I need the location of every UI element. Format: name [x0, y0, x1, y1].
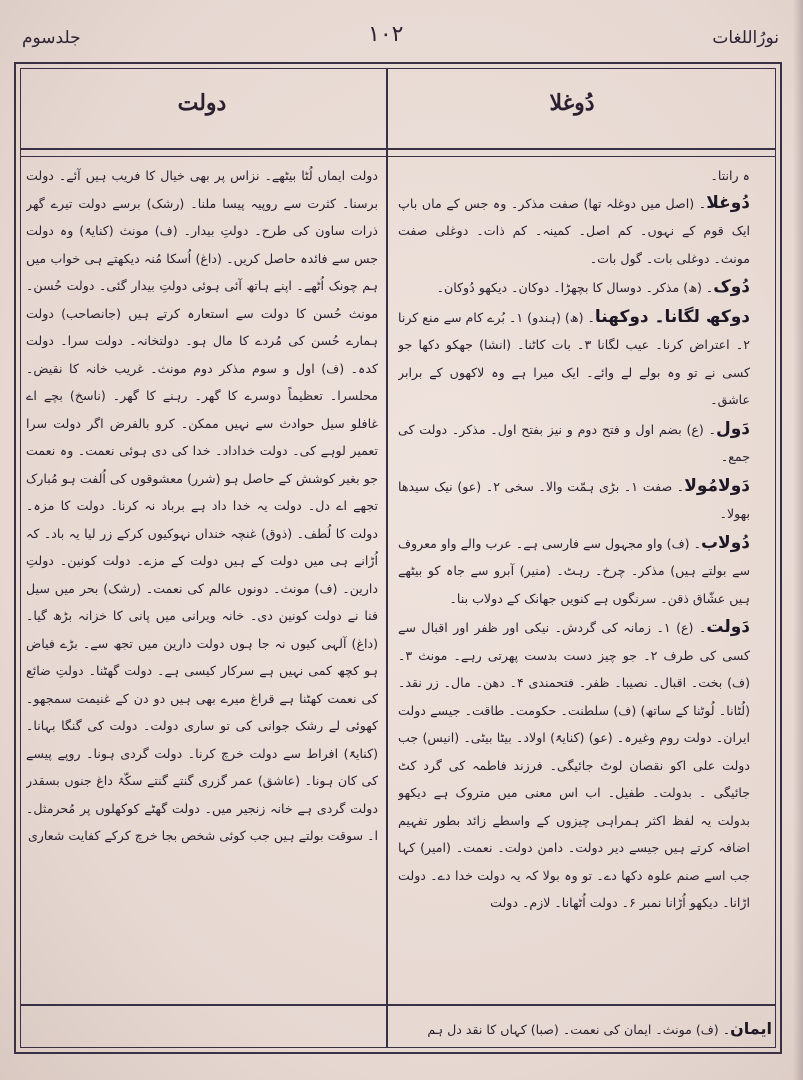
entry-definition: ۔ (ف) واو مجہول سے فارسی ہے۔ عرب والے واو معروف سے بولتے ہیں) مذکر۔ چرخ۔ رہٹ۔ (منیر) آبرو سے جاہ کو بیٹھے ہیں عشّاق ذقن۔ سرنگوں ہے کنویں جھانک کے دولاب بنا۔ [398, 535, 750, 606]
continuation-text: ہ رانتا۔ [710, 168, 750, 183]
footer-headword: ایمان [730, 1019, 772, 1038]
running-head-title: نورُاللغات [712, 28, 779, 48]
volume-label: جلدسوم [22, 28, 81, 48]
entry-definition: ۔ (ع) ۱۔ زمانہ کی گردش۔ نیکی اور ظفر اور اقبال سے کسی کی طرف ۲۔ جو چیز دست بدست پھرتی رہے۔ مونث ۳۔ (ف) بخت۔ اقبال۔ نصیبا۔ ظفر۔ فتحمندی ۴۔ دھن۔ مال۔ زر نقد۔ (لُٹانا۔ لُوٹنا کے ساتھ) (ف) سلطنت۔ حکومت۔ طاقت۔ جیسے دولت ایران۔ دولت روم وغیرہ۔ (عو) (کنایۃً) اولاد۔ بیٹا بیٹی۔ (انیس) جب دولت علی اکو نقصان لوٹ جائیگی۔ فرزند فاطمہ کی گرد کٹ جائیگی ۔ بدولت۔ طفیل۔ اب اس معنی میں متروک ہے دیکھو بدولت یہ لفظ اکثر ہمراہی چیزوں کے واسطے زائد بطور تفہیم اضافہ کرتے ہیں جیسے دیر دولت۔ دامن دولت۔ نعمت۔ (امیر) کہا جب اسے صنم علوہ دکھا دے۔ تو وہ بولا کہ یہ دولت خدا دے۔ دولت اڑانا۔ دیکھو اُڑانا نمبر ۶۔ دولت اُٹھانا۔ لازم۔ دولت [398, 620, 750, 910]
dictionary-entry [398, 530, 750, 613]
entry-headword: دُولاب [700, 532, 750, 553]
left-column [26, 162, 378, 1008]
running-head [0, 22, 803, 56]
footer-entry [422, 1014, 772, 1044]
dictionary-entry [398, 274, 750, 302]
right-column [398, 162, 750, 1008]
dictionary-entry [398, 304, 750, 414]
entry-definition: ۔ (ھ) (ہندو) ۱۔ بُرے کام سے منع کرنا ۲۔ اعتراض کرنا۔ عیب لگانا ۳۔ بات کاٹنا۔ (انشا) جھکو دکھا جو کسی نے تو وہ بولے لے وائے۔ ایک میرا ہے وہ لاکھوں کے برابر عاشق۔ [398, 309, 750, 407]
dictionary-entry [398, 416, 750, 471]
dictionary-entry [398, 190, 750, 273]
column-divider [386, 68, 388, 1048]
footer-definition: ۔ (ف) مونث۔ ایمان کی نعمت۔ (صبا) کہاں کا نقد دل ہم [427, 1022, 731, 1037]
header-rule [20, 148, 776, 150]
entry-definition: ۔ صفت ۱۔ بڑی ہمّت والا۔ سخی ۲۔ (عو) نیک سیدھا بھولا۔ [398, 478, 750, 521]
entry-headword: دَول [715, 418, 750, 439]
page-edge-shadow [793, 0, 803, 1080]
entry-headword: دَولت [706, 617, 750, 637]
dictionary-entry [398, 473, 750, 528]
dictionary-entry [26, 162, 378, 850]
right-column-title: دُوغلا [549, 90, 595, 116]
entry-headword: دُوغلا [706, 192, 750, 213]
entry-headword: دوکھ لگانا۔ دوکھنا [594, 306, 750, 327]
header-rule-thin [20, 156, 776, 157]
left-column-title: دولت [177, 90, 227, 116]
entry-definition: ۔ (اصل میں دوغلہ تھا) صفت مذکر۔ وہ جس کے ماں باپ ایک قوم کے نہوں۔ کم اصل۔ کمینہ۔ کم ذات۔ دوغلی صفت مونث۔ دوغلی بات۔ گول بات۔ [398, 195, 750, 266]
entry-definition: ۔ (ھ) مذکر۔ دوسال کا بچھڑا۔ دوکان۔ دیکھو دُوکان۔ [436, 280, 714, 295]
page-number: ۱۰۲ [368, 22, 404, 47]
entry-headword: دَولامُولا [684, 475, 750, 496]
entry-definition: ۔ (ع) بضم اول و فتح دوم و نیز بفتح اول۔ مذکر۔ دولت کی جمع۔ [398, 421, 750, 464]
page-frame [14, 62, 782, 1054]
dictionary-entry [398, 614, 750, 917]
entry-headword: دُوک [713, 277, 750, 297]
entry-definition: دولت ایماں لُٹا بیٹھے۔ نزاس پر بھی خیال کا فریب ہیں آئے۔ دولت برسنا۔ کثرت سے روپیہ پیسا ملنا۔ (رشک) برسے دولت تیرے گھر ذرات ساون کی طرح۔ دولتِ بیدار۔ (ف) مونث (کنایۃً) وہ دولت جس سے فائدہ حاصل کریں۔ (داغ) اُسکا مُنہ دیکھتے ہی خواب میں ہم چونک اُٹھے۔ اپنے ہاتھ آئی ہوئی دولتِ بیدار گئی۔ دولت حُسن۔ مونث حُسن کا دولت سے استعارہ کرتے ہیں (جانصاحب) دولت ہمارے حُسن کی مُردے کا مال ہو۔ دولتخانہ۔ دولت سرا۔ دولت کدہ۔ (ف) اول و سوم مذکر دوم مونث۔ غریب خانہ کا نقیض۔ محلسرا۔ تعظیماً دوسرے کا گھر۔ رہنے کا گھر۔ (ناسخ) بچے اے غافلو سیل حوادث سے نہیں ممکن۔ کرو بالفرض اگر دولت سرا تعمیر لوہے کی۔ دولت خداداد۔ خدا کی دی ہوئی نعمت۔ وہ نعمت جو بغیر کوشش کے حاصل ہو (شرر) معشوقوں کی اُلفت ہو مُبارک تجھے اے دل۔ دولت یہ خدا داد ہے برباد نہ کرنا۔ دولت کا مزہ۔ دولت کا لُطف۔ (ذوق) غنچہ خنداں نہوکیوں کرکے زر لیا یہ باد۔ کہ اُڑانے ہی میں دولت کے ہیں دولت کے مزے۔ دولت کونین۔ دولتِ دارین۔ (ف) مونث۔ دونوں عالم کی نعمت۔ (رشک) بحر میں سیل فنا نے دولت کونین دی۔ خانہ ویرانی میں پانی کا خزانہ بڑھ گیا۔ (داغ) آلہی کیوں نہ جا ہوں دولت دارین میں تجھ سے۔ بڑے فیاض ہو کچھ کمی نہیں ہے سرکار کیسی ہے۔ دولت گھٹنا۔ دولتِ ضائع کی نعمت کھٹنا ہے قراغ میرے بھی ہیں دو دن کے غنیمت سمجھو۔ کھوئی لے رشک جوانی کی تو ساری دولت۔ دولت کی گنگا بہانا۔ (کنایۃً) افراط سے دولت خرچ کرنا۔ دولت گردی ہونا۔ روپے پیسے کی کان ہونا۔ (عاشق) عمر گزری گنتے گنتے سکّۂ داغ جنوں بسقدر دولت گردی ہے خانہ زنجیر میں۔ دولت گھٹے کوکھلوں پر مُحرمثل۔ ا۔ سوقت بولتے ہیں جب کوئی شخص بجا خرچ کرکے کفایت شعاری [26, 168, 378, 843]
